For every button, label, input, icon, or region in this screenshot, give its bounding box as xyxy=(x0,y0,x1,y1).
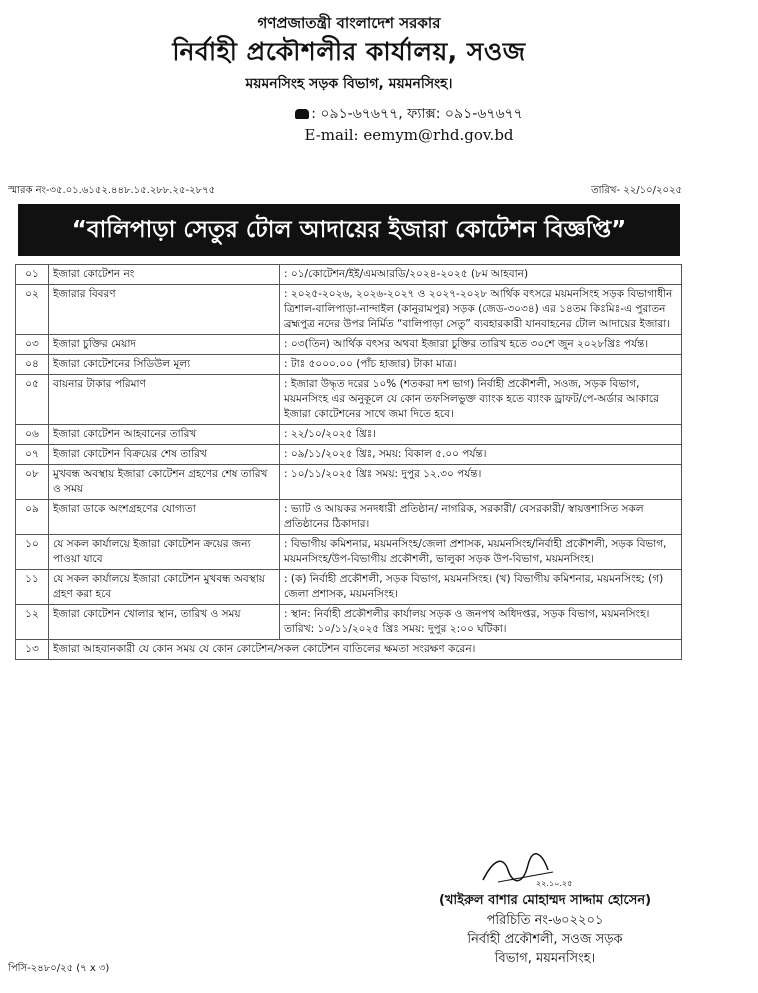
row-value: : টাঃ ৫০০০.০০ (পাঁচ হাজার) টাকা মাত্র। xyxy=(280,355,682,375)
row-number: ০২ xyxy=(16,285,49,335)
row-number: ০৭ xyxy=(16,445,49,465)
row-label: যে সকল কার্যালয়ে ইজারা কোটেশন ক্রয়ের জন্য পাওয়া যাবে xyxy=(49,535,280,570)
govt-title: গণপ্রজাতন্ত্রী বাংলাদেশ সরকার xyxy=(257,14,441,32)
row-label: ইজারা কোটেশনের সিডিউল মূল্য xyxy=(49,355,280,375)
row-number: ০৫ xyxy=(16,375,49,425)
print-code: পিসি-২৪৮০/২৫ (৭ x ৩) xyxy=(8,963,110,974)
email-line: E-mail: eemym@rhd.gov.bd xyxy=(304,126,514,144)
row-number: ০৬ xyxy=(16,425,49,445)
table-row xyxy=(16,570,682,605)
phone-text: : ০৯১-৬৭৬৭৭, ফ্যাক্স: ০৯১-৬৭৬৭৭ xyxy=(311,106,523,122)
row-label: ইজারা চুক্তির মেয়াদ xyxy=(49,335,280,355)
row-label: ইজারার বিবরণ xyxy=(49,285,280,335)
row-label: ইজারা কোটেশন খোলার স্থান, তারিখ ও সময় xyxy=(49,605,280,640)
table-row xyxy=(16,425,682,445)
row-number: ০৮ xyxy=(16,465,49,500)
signature-scribble xyxy=(478,850,573,890)
row-label: বায়নার টাকার পরিমাণ xyxy=(49,375,280,425)
row-value: : ভ্যাট ও আয়কর সনদধারী প্রতিষ্ঠান/ নাগরিক, সরকারী/ বেসরকারী/ স্বায়ত্তশাসিত সকল প্রতিষ্ঠানের ঠিকাদার। xyxy=(280,500,682,535)
row-value: : ২০২৫-২০২৬, ২০২৬-২০২৭ ও ২০২৭-২০২৮ আর্থিক বৎসরে ময়মনসিংহ সড়ক বিভাগাধীন ত্রিশাল-বালিপাড়া-নান্দাইল (কানুরামপুর) সড়ক (জেড-৩০৩৪) এর ১৪তম কিঃমিঃ-এ পুরাতন ব্রহ্মপুত্র নদের উপর নির্মিত “বালিপাড়া সেতু” ব্যবহারকারী যানবাহনের টোল আদায়ের ইজারা। xyxy=(280,285,682,335)
table-row xyxy=(16,465,682,500)
row-label: ইজারা কোটেশন আহবানের তারিখ xyxy=(49,425,280,445)
row-value: : ০৩(তিন) আর্থিক বৎসর অথবা ইজারা চুক্তির তারিখ হতে ৩০শে জুন ২০২৮খ্রিঃ পর্যন্ত। xyxy=(280,335,682,355)
row-label: মুখবন্ধ অবস্থায় ইজারা কোটেশন গ্রহণের শেষ তারিখ ও সময় xyxy=(49,465,280,500)
table-row xyxy=(16,335,682,355)
phone-line xyxy=(60,102,758,126)
signature-date: ২২.১০.২৫ xyxy=(536,879,573,888)
office-title: নির্বাহী প্রকৌশলীর কার্যালয়, সওজ xyxy=(172,37,526,66)
row-number: ১১ xyxy=(16,570,49,605)
table-row xyxy=(16,500,682,535)
row-value: : স্থান: নির্বাহী প্রকৌশলীর কার্যালয় সড়ক ও জনপথ অধিদপ্তর, সড়ক বিভাগ, ময়মনসিংহ। তারিখ: ১০/১১/২০২৫ খ্রিঃ সময়: দুপুর ২:০০ ঘটিকা। xyxy=(280,605,682,640)
table-row xyxy=(16,375,682,425)
row-number: ০৯ xyxy=(16,500,49,535)
row-number: ১৩ xyxy=(16,640,49,660)
row-value: : ২২/১০/২০২৫ খ্রিঃ। xyxy=(280,425,682,445)
row-value: ইজারা আহবানকারী যে কোন সময় যে কোন কোটেশন/সকল কোটেশন বাতিলের ক্ষমতা সংরক্ষণ করেন। xyxy=(49,640,682,660)
table-row xyxy=(16,445,682,465)
table-row xyxy=(16,605,682,640)
row-value: : বিভাগীয় কমিশনার, ময়মনসিংহ/জেলা প্রশাসক, ময়মনসিংহ/নির্বাহী প্রকৌশলী, সড়ক বিভাগ, ময়মনসিংহ/উপ-বিভাগীয় প্রকৌশলী, ভালুকা সড়ক উপ-বিভাগ, ময়মনসিংহ। xyxy=(280,535,682,570)
row-number: ১২ xyxy=(16,605,49,640)
table-row xyxy=(16,285,682,335)
row-label: ইজারা কোটেশন নং xyxy=(49,265,280,285)
phone-icon xyxy=(295,109,309,119)
row-number: ০৪ xyxy=(16,355,49,375)
memo-number: স্মারক নং-৩৫.০১.৬১৫২.৪৪৮.১৫.২৮৮.২৫-২৮৭৫ xyxy=(8,185,216,196)
row-value: : (ক) নির্বাহী প্রকৌশলী, সড়ক বিভাগ, ময়মনসিংহ। (খ) বিভাগীয় কমিশনার, ময়মনসিংহ; (গ) জেলা প্রশাসক, ময়মনসিংহ। xyxy=(280,570,682,605)
row-value: : ইজারা উদ্ধৃত দরের ১০% (শতকরা দশ ভাগ) নির্বাহী প্রকৌশলী, সওজ, সড়ক বিভাগ, ময়মনসিংহ এর অনুকূলে যে কোন তফসিলভুক্ত ব্যাংক হতে ব্যাংক ড্রাফট/পে-অর্ডার আকারে ইজারা কোটেশনের সাথে জমা দিতে হবে। xyxy=(280,375,682,425)
row-number: ১০ xyxy=(16,535,49,570)
table-row xyxy=(16,355,682,375)
signatory-division: বিভাগ, ময়মনসিংহ। xyxy=(494,951,596,966)
memo-date: তারিখ- ২২/১০/২০২৫ xyxy=(591,185,682,196)
row-number: ০১ xyxy=(16,265,49,285)
row-label: ইজারা ডাকে অংশগ্রহণের যোগ্যতা xyxy=(49,500,280,535)
table-row xyxy=(16,535,682,570)
notice-table-body xyxy=(16,265,682,660)
table-row xyxy=(16,640,682,660)
row-label: ইজারা কোটেশন বিক্রয়ের শেষ তারিখ xyxy=(49,445,280,465)
signatory-designation: নির্বাহী প্রকৌশলী, সওজ সড়ক xyxy=(467,932,623,947)
signatory-id: পরিচিতি নং-৬০২২০১ xyxy=(486,913,604,928)
division-title: ময়মনসিংহ সড়ক বিভাগ, ময়মনসিংহ। xyxy=(245,76,453,92)
row-value: : ০১/কোটেশন/ইই/এমআরডি/২০২৪-২০২৫ (৮ম আহবান) xyxy=(280,265,682,285)
row-label: যে সকল কার্যালয়ে ইজারা কোটেশন মুখবন্ধ অবস্থায় গ্রহণ করা হবে xyxy=(49,570,280,605)
table-row xyxy=(16,265,682,285)
notice-table xyxy=(15,264,682,660)
row-value: : ১০/১১/২০২৫ খ্রিঃ সময়: দুপুর ১২.৩০ পর্যন্ত। xyxy=(280,465,682,500)
notice-title-banner: “বালিপাড়া সেতুর টোল আদায়ের ইজারা কোটেশন বিজ্ঞপ্তি” xyxy=(18,204,680,256)
row-value: : ০৯/১১/২০২৫ খ্রিঃ, সময়: বিকাল ৫.০০ পর্যন্ত। xyxy=(280,445,682,465)
row-number: ০৩ xyxy=(16,335,49,355)
signatory-name: (খাইরুল বাশার মোহাম্মদ সাদ্দাম হোসেন) xyxy=(438,893,652,908)
